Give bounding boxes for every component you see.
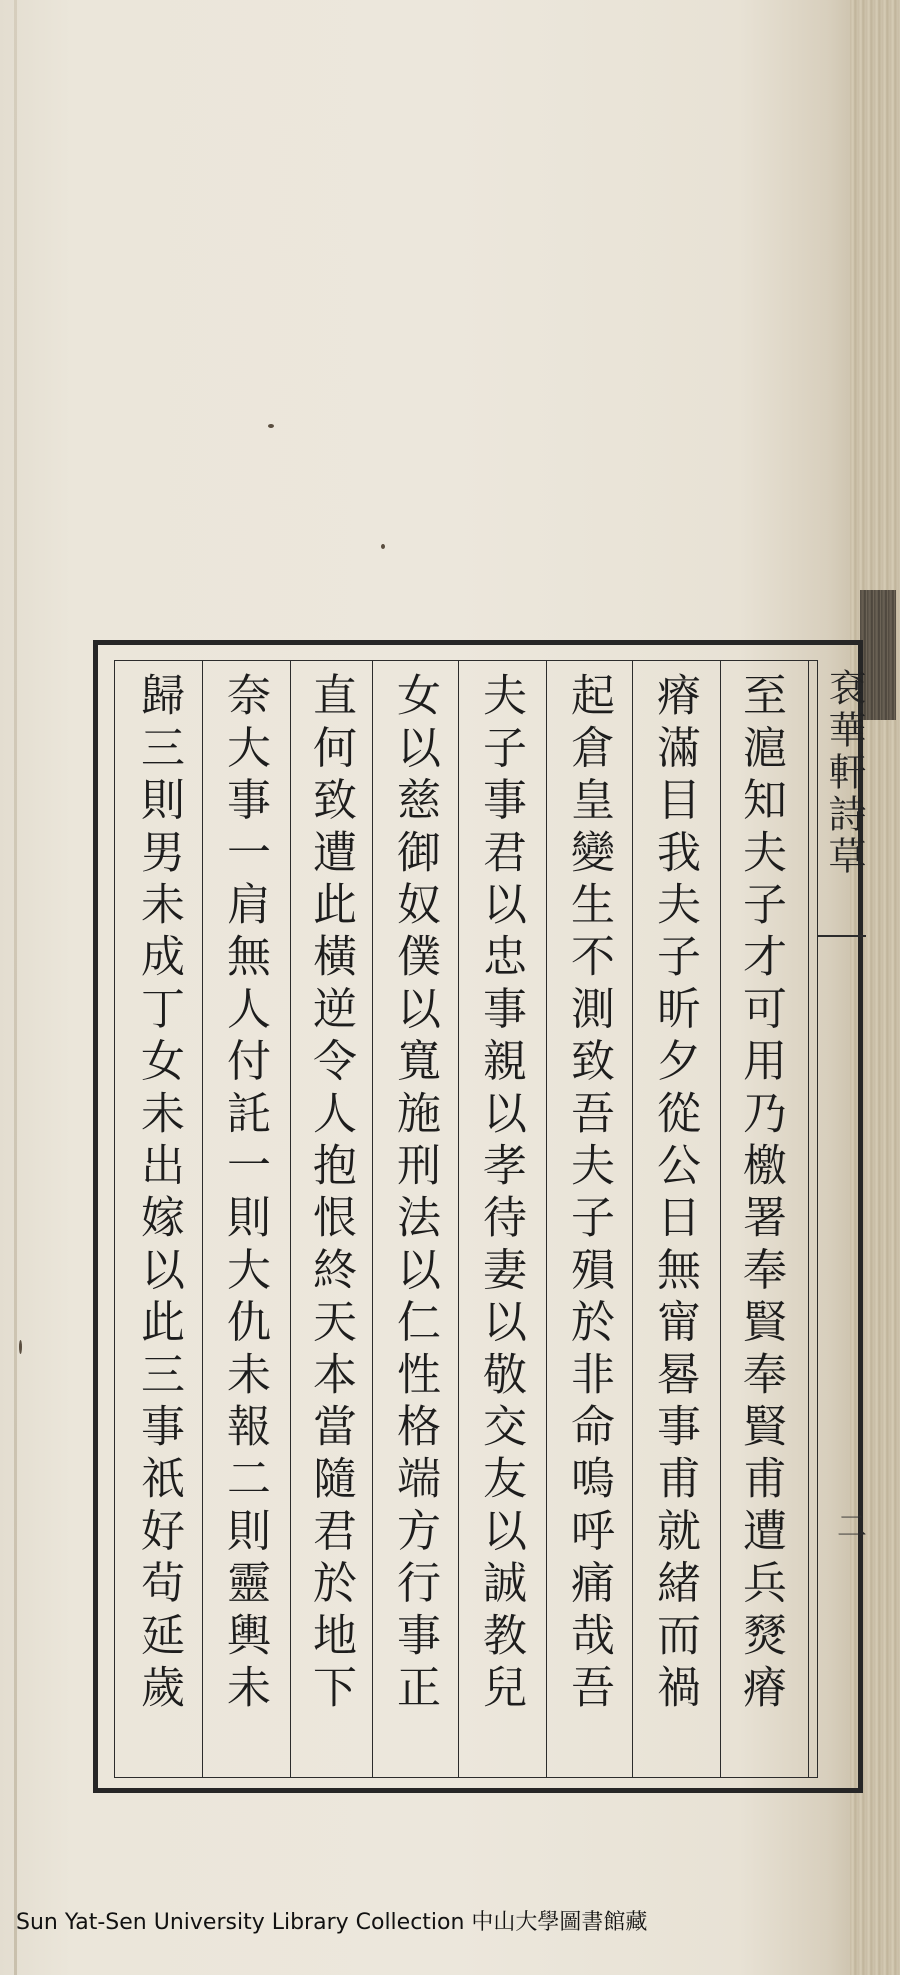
text-column-4: 夫子事君以忠事親以孝待妻以敬交友以誠教兒: [475, 672, 526, 1716]
text-column-7: 奈大事一肩無人付託一則大仇未報二則靈輿未: [219, 672, 270, 1716]
collection-caption: Sun Yat-Sen University Library Collection 中山大學圖書館藏: [16, 1910, 648, 1935]
gutter-fold: [14, 0, 17, 1975]
column-rule: [546, 660, 547, 1778]
column-rule: [720, 660, 721, 1778]
paper-speck: [381, 544, 385, 549]
text-column-6: 直何致遭此橫逆令人抱恨終天本當隨君於地下: [305, 672, 356, 1716]
text-column-2: 瘠滿目我夫子昕夕從公日無甯晷事甫就緒而禍: [649, 672, 700, 1716]
paper-speck: [268, 424, 274, 428]
page-folio: 二: [831, 1510, 866, 1540]
margin-title: 袞華軒詩草: [822, 668, 866, 878]
paper-speck: [19, 1340, 22, 1354]
column-rule: [202, 660, 203, 1778]
margin-rule: [818, 935, 866, 937]
column-rule: [458, 660, 459, 1778]
column-rule: [290, 660, 291, 1778]
text-column-8: 歸三則男未成丁女未出嫁以此三事祇好茍延歲: [133, 672, 184, 1716]
column-rule: [808, 660, 809, 1778]
text-column-3: 起倉皇變生不測致吾夫子殞於非命嗚呼痛哉吾: [563, 672, 614, 1716]
text-column-5: 女以慈御奴僕以寬施刑法以仁性格端方行事正: [389, 672, 440, 1716]
text-column-1: 至滬知夫子才可用乃檄署奉賢奉賢甫遭兵燹瘠: [735, 672, 786, 1716]
column-rule: [632, 660, 633, 1778]
column-rule: [372, 660, 373, 1778]
